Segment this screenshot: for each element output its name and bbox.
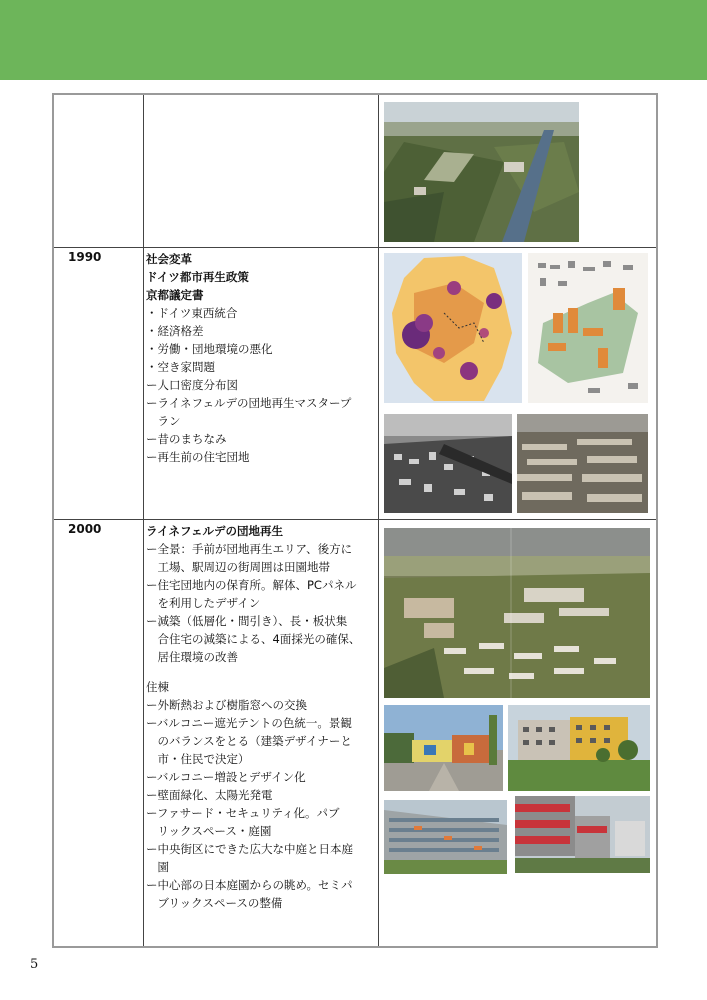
year-label: 1990 [68,250,102,264]
list-item: ー壁面緑化、太陽光発電 [146,788,273,802]
aerial-panorama-photo [384,528,650,698]
heading-line: 社会変革 [146,252,192,266]
year-label: 2000 [68,522,102,536]
heading-line: ドイツ都市再生政策 [146,270,249,284]
list-item: ーバルコニー増設とデザイン化 [146,770,306,784]
list-item: ー中心部の日本庭園からの眺め。セミパ [146,878,353,892]
list-item: リックスペース・庭園 [146,824,272,838]
list-item: ー減築（低層化・間引き）、長・板状集 [146,614,348,628]
list-item: ー住宅団地内の保育所。解体、PCパネル [146,578,357,592]
timeline-table [52,93,658,948]
header-banner [0,0,707,80]
list-item: のバランスをとる（建築デザイナーと [146,734,352,748]
list-item: ー昔のまちなみ [146,432,227,446]
old-townscape-photo [384,414,512,513]
list-item: を利用したデザイン [146,596,261,610]
subheading: 住棟 [146,680,169,694]
list-item: ー中央街区にできた広大な中庭と日本庭 [146,842,353,856]
renovated-building-photo [508,705,650,791]
list-item: ーバルコニー遮光テントの色統一。景観 [146,716,352,730]
masterplan-drawing [528,253,648,403]
pre-renovation-estate-photo [517,414,648,513]
list-item: 居住環境の改善 [146,650,238,664]
heading-line: 京都議定書 [146,288,204,302]
table-row [54,247,656,519]
list-item: ー外断熱および樹脂窓への交換 [146,698,307,712]
list-item: ーファサード・セキュリティ化。パブ [146,806,340,820]
list-item: 市・住民で決定） [146,752,250,766]
table-row [54,95,656,247]
list-item: ー人口密度分布図 [146,378,238,392]
population-density-map [384,253,522,403]
page-number: 5 [30,957,39,972]
list-item: 工場、駅周辺の街周囲は田園地帯 [146,560,330,574]
list-item: 園 [146,860,169,874]
heading-line: ライネフェルデの団地再生 [146,524,283,538]
list-item: ラン [146,414,181,428]
red-balconies-photo [515,796,650,873]
list-item: ー全景：手前が団地再生エリア、後方に [146,542,353,556]
description-cell [146,522,378,912]
table-row [54,519,656,946]
list-item: ・経済格差 [146,324,204,338]
aerial-canal-photo [384,102,579,242]
list-item: ブリックスペースの整備 [146,896,283,910]
list-item: ーライネフェルデの団地再生マスタープ [146,396,352,410]
list-item: ・ドイツ東西統合 [146,306,238,320]
balcony-building-photo [384,800,507,874]
description-cell [146,250,378,466]
list-item: ー再生前の住宅団地 [146,450,250,464]
list-item: ・空き家問題 [146,360,215,374]
kindergarten-photo [384,705,503,791]
list-item: ・労働・団地環境の悪化 [146,342,273,356]
list-item: 合住宅の減築による、4面採光の確保、 [146,632,361,646]
